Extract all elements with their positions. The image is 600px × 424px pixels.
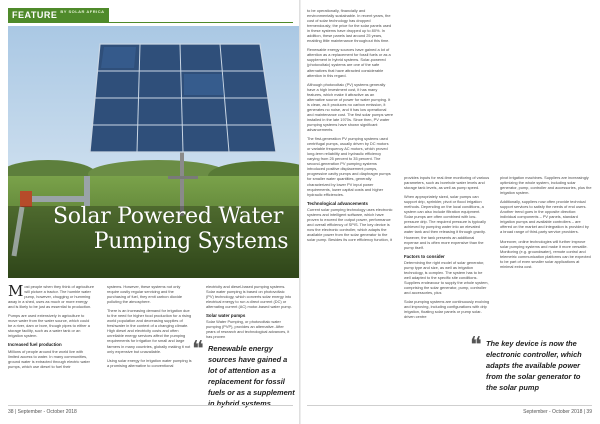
paragraph: Pumps are used extensively in agriculture to move water from the water source, which could be a river, dam or bore, though pipes to either a storage facility, such as a water tank or an irrigation system. — [8, 313, 90, 339]
paragraph: Solar pumping systems are continuously evolving and improving, including configurations with drip irrigation, floating solar panels or pump solar-driven centre — [404, 299, 490, 320]
paragraph: Solar Water Pumping, or photovoltaic water pumping (PVP), provides an alternative. After years of research and technological advances, it has proven — [206, 319, 290, 340]
right-column-2 — [404, 175, 490, 323]
quote-mark-icon: ❝ — [470, 333, 482, 358]
paragraph: to be operationally, financially and environmentally sustainable. In recent years, the cost of solar technology has dropped tremendously; the price for the solar panels used in these systems have dropped up to 80%. In addition, these panels last around 25 years, enabling little maintenance throughout this time. — [307, 8, 392, 44]
paragraph: Millions of people around the world live with limited access to water. In many communities, ground water is extracted through electric water pumps, which use diesel to fuel their — [8, 348, 90, 369]
left-column-3 — [206, 284, 293, 343]
paragraph: systems. However, these systems not only require costly regular servicing and the purchasing of fuel, they emit carbon dioxide polluting the atmosphere. — [107, 284, 183, 305]
paragraph: The first-generation PV pumping systems used centrifugal pumps, usually driven by DC motors or variable frequency AC motors, which proved long-term reliability and hydraulic efficiency varying from 25 percent to 35 percent. The second-generation PV pumping systems introduced positive displacement pumps, progressive cavity pumps and diaphragm pumps for smaller water quantities, generally characterized by lower PV input power requirements, lower capital costs and higher hydraulic efficiencies. — [307, 136, 391, 197]
page-folio-right: September - October 2018 | 39 — [523, 409, 592, 415]
paragraph: When appropriately sized, solar pumps can support drip, sprinkler, pivot or flood irrigation methods. Depending on the local conditions, a system can also include filtration equipment. Solar pumps are often combined with low-pressure drip. The required pressure is typically achieved by pumping water into an elevated water tank and then releasing it through gravity. However, the tank presents an additional expense and is often more expensive than the pump itself. — [404, 194, 486, 250]
paragraph: There is an increasing demand for irrigation due to the need for higher food production for a rising world population and decreasing supplies of freshwater in the context of a changing climate. High diesel and electricity costs and often unreliable energy services affect the pumping requirements for irrigation for small and large farmers in many countries, globally making it not only expensive but unavailable. — [107, 308, 192, 354]
article-title — [30, 204, 306, 254]
left-column-2 — [107, 284, 193, 372]
paragraph: Renewable energy sources have gained a lot of attention as a replacement for fossil fuels or as a supplement in hybrid systems. Solar-powered (photovoltaic) systems are one of the safe alternatives that have attracted considerable attention in this regard. — [307, 47, 391, 78]
paragraph: Moreover, online technologies will further improve solar pumping systems and make it more versatile. Monitoring (e.g. groundwater), remote control and telemetric communication platforms can be expected to be part of even smaller solar applications at minimal extra cost. — [500, 238, 591, 269]
paragraph: Determining the right model of solar generator, pump type and size, as well as irrigation technology, is complex. The system has to be well adapted to the specific site conditions. Suppliers endeavour to supply the whole system, comprising the solar generator, pump, controller and accessories, plus — [404, 259, 489, 295]
footer-rule — [8, 405, 293, 406]
section-heading: Increased fuel production — [8, 342, 62, 348]
pull-quote-right: The key device is now the electronic controller, which adapts the available power from the solar generator to the solar pump — [486, 339, 582, 392]
pull-quote-left: Renewable energy sources have gained a lot of attention as a replacement for fossil fuels or as a supplement in hybrid systems — [208, 344, 295, 408]
paragraph: Although photovoltaic (PV) systems generally have a high investment cost, it has many features, which make it attractive as an alternative source of power for water pumping. It is clean, as it produces no carbon emission, it generates no noise, and it has low operational and maintenance cost. The first solar pumps were installed in the late 1970s. Since then, PV water pumping systems have shown significant advancements. — [307, 81, 393, 133]
header-rule — [8, 22, 293, 23]
drop-cap: M — [8, 282, 24, 300]
paragraph: electricity and diesel-based pumping systems. Solar water pumping is based on photovoltaic (PV) technology, which converts solar energy into electrical energy to run a direct current (DC) or alternating current (AC) motor-based water pump. — [206, 284, 292, 310]
paragraph: Additionally, suppliers now often provide technical support services to satisfy the needs of end users. Another trend goes in the opposite direction: individual components – PV panels, standard irrigation pumps and available controllers – are offered on the market and integration is provided by a broad range of third-party service providers. — [500, 199, 589, 235]
paragraph: provides inputs for real-time monitoring of various parameters, such as borehole water levels and storage tank levels, as well as pump speed. — [404, 175, 490, 191]
page-folio-left: 38 | September - October 2018 — [8, 409, 77, 415]
feature-tag — [8, 8, 109, 22]
page-gutter — [299, 0, 301, 424]
feature-label: FEATURE — [12, 10, 58, 20]
section-heading: Technological advancements — [307, 200, 368, 206]
brand-logo: BY SOLAR AFRICA — [60, 9, 105, 14]
paragraph: pivot irrigation machines. Suppliers are increasingly optimizing the whole system, including solar generator, pump, controller and accessories, plus the irrigation system. — [500, 175, 592, 196]
left-column-1 — [8, 284, 94, 373]
title-line-2: Pumping Systems — [93, 229, 289, 254]
paragraph: Using solar energy for irrigation water pumping is a promising alternative to conventional — [107, 357, 192, 368]
intro-paragraph: ost people when they think of agriculture will picture a tractor. The humble water pump, however, chugging or humming away in a shed, uses as much or more energy and is likely to be just as essential to production. — [8, 284, 95, 310]
section-heading: Solar water pumps — [206, 313, 246, 319]
right-column-3 — [500, 175, 592, 273]
paragraph: Current solar pumping technology uses electronic systems and intelligent software, which have proven to exceed the output power, performance and overall efficiency of SPIS. The key device is now the electronic controller, which adapts the available power from the solar generator to the solar pump. Besides its core efficiency function, it — [307, 206, 393, 242]
footer-rule — [307, 405, 592, 406]
title-line-1: Solar Powered Water — [52, 204, 284, 229]
quote-mark-icon: ❝ — [192, 337, 204, 362]
section-heading: Factors to consider — [404, 253, 445, 259]
right-column-1 — [307, 8, 393, 246]
